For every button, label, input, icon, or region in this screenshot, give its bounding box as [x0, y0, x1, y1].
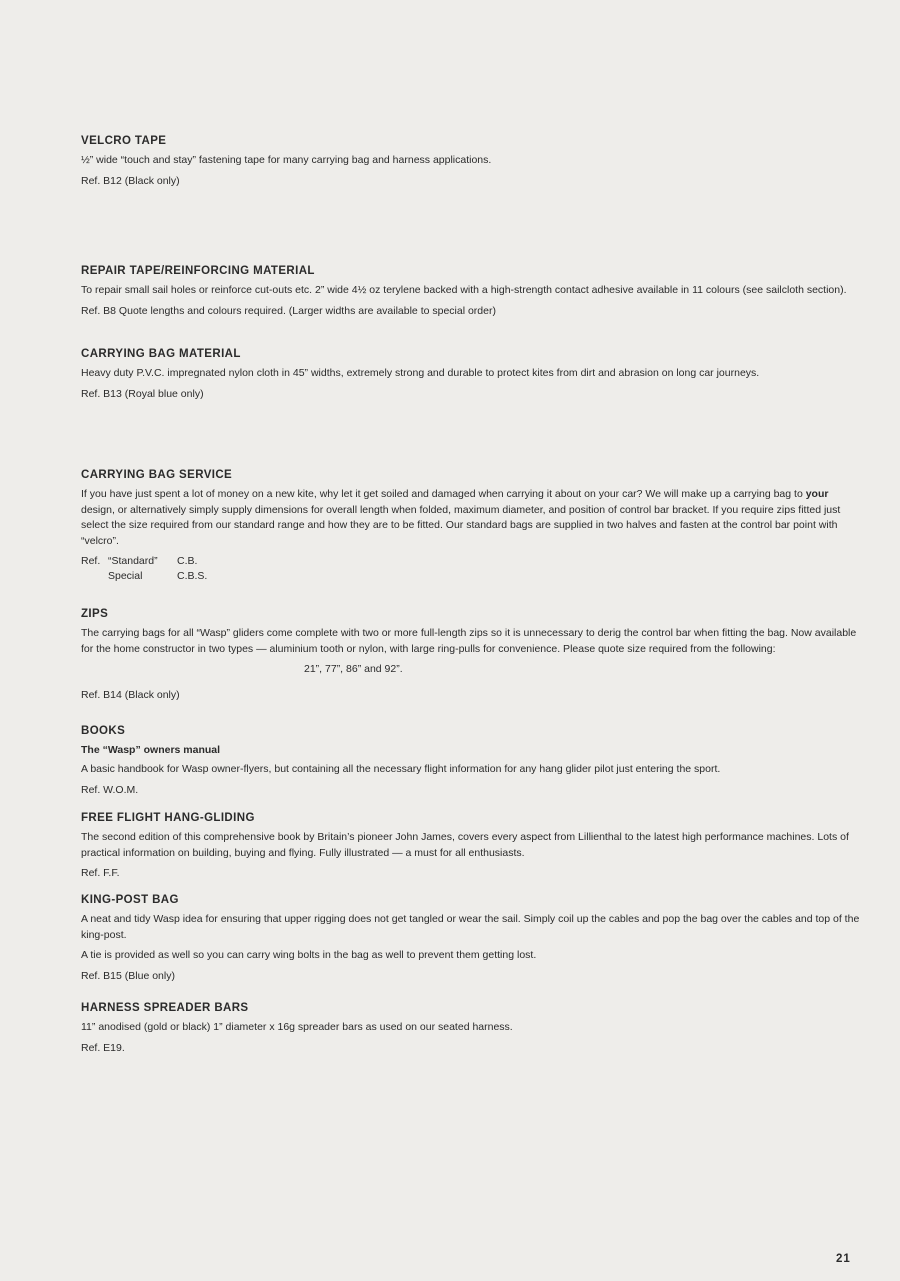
section-king-post-bag [81, 893, 861, 984]
section-title: BOOKS [81, 725, 126, 737]
emphasis-your: your [805, 488, 829, 500]
section-carrying-bag-service [81, 468, 861, 584]
section-title: VELCRO TAPE [81, 135, 167, 147]
section-ref: Ref. B15 (Blue only) [81, 969, 175, 982]
page-number: 21 [836, 1253, 851, 1265]
section-title: CARRYING BAG MATERIAL [81, 348, 241, 360]
ref-name-special: Special [108, 570, 143, 582]
section-free-flight [81, 811, 861, 881]
ref-label: Ref. [81, 555, 101, 567]
section-text: A neat and tidy Wasp idea for ensuring that upper rigging does not get tangled or wear the sail. Simply coil up the cables and pop the bag over the cables and top of the king-post. [81, 913, 860, 941]
section-text: If you have just spent a lot of money on a new kite, why let it get soiled and damaged when carrying it about on your car? We will make up a carrying bag to your design, or alternatively simply supply dimensions for overall length when folded, maximum diameter, and position of control bar bracket. If you require zips fitted just select the size required from our standard range and how they are to be fitted. Our standard bags are supplied in two halves and fasten at the control bar point with “velcro”. [81, 488, 841, 547]
section-title: REPAIR TAPE/REINFORCING MATERIAL [81, 265, 315, 277]
service-ref-table [81, 554, 861, 584]
section-title: FREE FLIGHT HANG-GLIDING [81, 812, 255, 824]
section-subtitle: The “Wasp” owners manual [81, 744, 221, 756]
section-ref: Ref. B13 (Royal blue only) [81, 387, 204, 400]
section-carrying-bag-material [81, 347, 861, 402]
zip-sizes: 21”, 77”, 86” and 92”. [304, 663, 403, 675]
section-ref: Ref. B14 (Black only) [81, 688, 180, 701]
section-text: 11” anodised (gold or black) 1” diameter x 16g spreader bars as used on our seated harness. [81, 1021, 513, 1033]
section-ref: Ref. E19. [81, 1041, 125, 1054]
section-text: ½” wide “touch and stay” fastening tape for many carrying bag and harness applications. [81, 154, 492, 166]
section-text: The carrying bags for all “Wasp” gliders come complete with two or more full-length zips so it is unnecessary to derig the control bar when fitting the bag. Now available for the home constructor in two types — aluminium tooth or nylon, with large ring-pulls for convenience. Please quote size required from the following: [81, 627, 857, 655]
section-harness-spreader-bars [81, 1001, 861, 1056]
section-text-2: A tie is provided as well so you can carry wing bolts in the bag as well to prevent them getting lost. [81, 949, 537, 961]
section-repair-tape [81, 264, 861, 319]
section-title: KING-POST BAG [81, 894, 179, 906]
section-zips [81, 607, 861, 703]
ref-code-standard: C.B. [177, 555, 198, 567]
section-ref: Ref. W.O.M. [81, 783, 139, 796]
section-text: The second edition of this comprehensive book by Britain’s pioneer John James, covers every aspect from Lillienthal to the latest high performance machines. Lots of practical information on building, buying and flying. Fully illustrated — a must for all enthusiasts. [81, 831, 849, 859]
section-title: ZIPS [81, 608, 109, 620]
section-ref: Ref. B12 (Black only) [81, 174, 180, 187]
section-velcro-tape [81, 134, 861, 189]
section-title: CARRYING BAG SERVICE [81, 469, 233, 481]
ref-name-standard: “Standard” [108, 555, 158, 567]
section-text: A basic handbook for Wasp owner-flyers, but containing all the necessary flight information for any hang glider pilot just entering the sport. [81, 763, 721, 775]
section-text: To repair small sail holes or reinforce cut-outs etc. 2” wide 4½ oz terylene backed with a high-strength contact adhesive available in 11 colours (see sailcloth section). [81, 284, 847, 296]
section-title: HARNESS SPREADER BARS [81, 1002, 249, 1014]
section-ref: Ref. F.F. [81, 867, 120, 879]
ref-code-special: C.B.S. [177, 570, 208, 582]
section-ref: Ref. B8 Quote lengths and colours required. (Larger widths are available to special order) [81, 304, 496, 317]
section-books [81, 724, 861, 798]
section-text: Heavy duty P.V.C. impregnated nylon cloth in 45” widths, extremely strong and durable to protect kites from dirt and abrasion on long car journeys. [81, 367, 760, 379]
